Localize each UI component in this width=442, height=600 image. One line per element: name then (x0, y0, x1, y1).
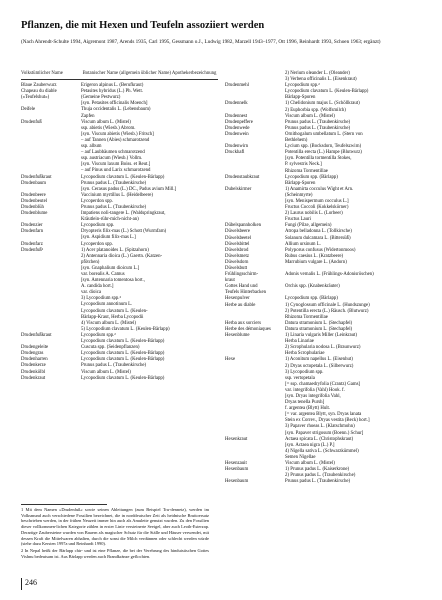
botanical-name-cell: Lycopodium spp.² (285, 83, 320, 89)
botanical-name-cell: [syn. Dryas integrifolia Vahl, (285, 393, 341, 399)
folk-name-cell: Herbe au diable (225, 302, 256, 308)
folk-name-cell: Düwelsbittel (225, 241, 250, 247)
folk-name-cell: Drudengeleite (21, 345, 49, 351)
table-row (225, 479, 422, 485)
botanical-name-cell: Bärlapp-Sporen (285, 95, 316, 101)
folk-name-cell: Düwelsbrod (225, 247, 249, 253)
botanical-name-cell: Prunus padus L. (Traubenkirsche) (81, 180, 147, 186)
botanical-name-cell: Prunus padus L. (Traubenkirsche) (81, 204, 147, 210)
folk-name-cell: Herbe des démoniaques (225, 326, 271, 332)
botanical-name-cell: 3) Verbena officinalis L. (Eisenkraut) (285, 77, 357, 83)
footnote-rule (21, 504, 107, 505)
botanical-name-cell: Lycoperdon spp. (81, 241, 113, 247)
botanical-name-cell: Ornithogalum umbellatum L. (Stern von (285, 131, 363, 137)
botanical-name-cell: Lycopodium clavatum L. (Keulen-Bärlapp) (81, 351, 165, 357)
folk-name-cell: Chapeau du diable (21, 89, 57, 95)
botanical-name-cell: 1) Cynoglossum officinale L. (Hundszunge) (285, 302, 370, 308)
folk-name-cell: Blaue Zauberwurz (21, 83, 57, 89)
botanical-name-cell: Prunus padus L. (Traubenkirsche) (285, 125, 351, 131)
botanical-name-cell: 2) Nerium oleander L. (Oleander) (285, 71, 350, 76)
botanical-name-cell: pfötchen) (81, 259, 100, 265)
botanical-name-cell: Lycopodium clavatum L. (Keulen-Bärlapp) (81, 339, 165, 345)
botanical-name-cell: [syn. Cerasus padus (L.) DC., Padus avium Mill.] (81, 186, 177, 192)
folk-name-cell: kraut (225, 278, 235, 284)
table-column-left (21, 71, 218, 382)
botanical-name-cell: Viscum album L. (Mistel) (285, 113, 335, 119)
folk-name-cell: Drudenpeffere (225, 119, 253, 125)
sources-note: (Nach Ahrendt-Schulte 1994, Aigremont 1987, Arends 1935, Carl 1995, Gessmann o.J., Ludwig 1982, Marzell 1943–1977, Ott 1996, Reinhardt 1993, Schoen 1963; ergänzt) (21, 39, 381, 45)
folk-name-cell: Drudenmehl (225, 83, 249, 89)
botanical-name-cell: var. integrifolia (Vahl) Hook. f. (285, 387, 345, 393)
botanical-name-cell: var. borealis A. Camus (81, 272, 125, 277)
folk-name-cell: Drudenfußkraut (21, 332, 52, 338)
botanical-name-cell: Lycopodium spp. (Bärlapp) (285, 174, 338, 180)
folk-name-cell: Drudennelk (225, 101, 248, 107)
folk-name-cell: Hexenpulver (225, 296, 250, 302)
folk-name-cell: Drudenwein (225, 131, 249, 137)
folk-name-cell: Drudenbeere (21, 192, 46, 198)
botanical-name-cell: 5) Lycopodium clavatum L. (Keulen-Bärlapp) (81, 326, 170, 332)
botanical-name-cell: 3) Lycopodium spp. (285, 369, 324, 375)
folk-name-cell: Drudenwirn (225, 144, 249, 150)
table-row (21, 376, 218, 382)
botanical-name-cell: (Gemeine Pestwurz) (81, 95, 121, 101)
folk-name-cell: Teufels Hinterbacken (225, 290, 267, 296)
botanical-name-cell: 1) Prunus padus L. (Kaiserkrone) (285, 467, 350, 473)
botanical-name-cell: Lycopodium clavatum L. (Keulen-Bärlapp) (81, 357, 165, 363)
botanical-name-cell: Lycium spp. (Bocksdorn, Teufelszwirn) (285, 144, 362, 150)
folk-name-cell: Dübelspannholken (225, 223, 261, 229)
botanical-name-cell: Vaccinium myrtillus L. (Heidelbeere) (81, 192, 153, 198)
botanical-name-cell: [syn. Menispermum cocculus L.] (285, 198, 349, 204)
botanical-name-cell: [= ssp. chamaedryfolia (Crantz) Gams] (285, 381, 361, 387)
header-botanical-name: Botanischer Name (allgemein üblicher Name) Apothekerbezeichnung (82, 71, 217, 76)
botanical-name-cell: [syn. Viscum abietis (Wiesb.) Fritsch] (81, 131, 154, 137)
botanical-name-cell: Bärlapp-Kraut, Herba Lycopodii (81, 314, 144, 320)
botanical-name-cell: 1) Linaria vulgaris Miller (Leinkraut) (285, 333, 357, 339)
botanical-name-cell: Lycopodium spp.² (81, 332, 116, 338)
botanical-name-cell: P. sylvestris Neck.] (285, 162, 322, 168)
botanical-name-cell: Atropa belladonna L. (Tollkirsche) (285, 229, 352, 235)
botanical-name-cell: Lycopodium spp. (Bärlapp) (285, 296, 338, 302)
folk-name-cell: Hexenblume (225, 333, 250, 339)
botanical-name-cell: Thuja occidentalis L. (Lebensbaum) (81, 107, 151, 113)
folk-name-cell: Düwelsdorn (225, 259, 249, 265)
folk-name-cell: Frühlingsschirm- (225, 272, 259, 278)
botanical-name-cell: Prunus padus L. (Traubenkirsche) (81, 363, 147, 369)
botanical-name-cell: – auf Tannen (Abies) schmarotzend (81, 137, 150, 143)
folk-name-cell: Drudenkerze (21, 363, 46, 369)
table-column-right (225, 71, 422, 485)
botanical-name-cell: Allium ursinum L. (285, 241, 321, 247)
botanical-name-cell: Rhizoma Tormentillae (285, 314, 328, 320)
botanical-name-cell: Viscum album L. (Mistel) (81, 369, 131, 375)
botanical-name-cell: 1) Anamirta cocculus Wight et Arn. (285, 186, 354, 192)
botanical-name-cell: Fructus Coccoli (Kokkelskörner) (285, 205, 349, 211)
botanical-name-cell: 2) Scrophularia nodosa L. (Braunwurz) (285, 345, 361, 351)
botanical-name-cell: Lycopodium clavatum L. (Keulen-Bärlapp) (81, 375, 165, 381)
footnotes (21, 507, 209, 560)
botanical-name-cell: [syn. Antennaria tomentosa hort., (81, 278, 145, 284)
botanical-name-cell: [syn. Aspidium filix-mas L.] (81, 235, 136, 241)
botanical-name-cell: f. argentea (Blytt) Hult. (285, 406, 331, 412)
table-body-left (21, 83, 218, 382)
botanical-name-cell: 4) Viscum album L. (Mistel) (81, 320, 136, 326)
botanical-name-cell: 1) Chelidonium majus L. (Schöllkraut) (285, 101, 360, 107)
folk-name-cell: Hexenzauit (225, 461, 247, 466)
botanical-name-cell: (Scheinmyrte) (285, 192, 313, 198)
folk-name-cell: Druckhafl (225, 150, 245, 156)
botanical-name-cell: Prunus padus L. (Traubenkirsche) (285, 479, 351, 485)
botanical-name-cell: Orchis spp. (Knabenkräuter) (285, 284, 340, 290)
page-number: 246 (25, 578, 37, 587)
botanical-name-cell: – auf Pinus und Larix schmarotzend (81, 168, 151, 174)
botanical-name-cell: Prunus padus L. (Traubenkirsche) (285, 119, 351, 125)
botanical-name-cell: [syn. Viscum laxum Boiss. et Reut.] (81, 162, 151, 168)
botanical-name-cell: Dryopteris filix-mas (L.) Schott (Wurmfarn) (81, 229, 167, 235)
botanical-name-cell: Erigeron alpinus L. (Berufkraut) (81, 83, 144, 89)
botanical-name-cell: Petasites hybridus (L.) Ph. Wett. (81, 89, 144, 95)
botanical-name-cell: Solanum dulcamara L. (Bittersüß) (285, 235, 351, 241)
botanical-name-cell: [syn. Gnaphalium dioicum L.] (81, 265, 140, 271)
botanical-name-cell: Bärlapp-Sporen (285, 180, 316, 186)
header-rule (21, 79, 218, 80)
header-folk-name: Volkstümlicher Name (21, 71, 63, 76)
botanical-name-cell: Semen Nigellae (285, 454, 316, 460)
folk-name-cell: Drudenfuß¹ (21, 247, 44, 253)
botanical-name-cell: Fungi (Pilze, allgemein) (285, 223, 332, 229)
botanical-name-cell: Rubus caesius L. (Kratzbeere) (285, 253, 344, 259)
folk-name-cell: Drudenfarz (21, 241, 43, 247)
folk-name-cell: Drudenbaum (21, 180, 47, 186)
botanical-name-cell: Actaea spicata L. (Christophskraut) (285, 436, 354, 442)
botanical-name-cell: Bethlehem) (285, 138, 308, 144)
botanical-name-cell: Adonis vernalis L. (Frühlings-Adonisröschen) (285, 272, 374, 278)
folk-name-cell: (»Teufelshut«) (21, 95, 50, 101)
table-body-right (225, 71, 422, 485)
folk-name-cell: Gottes Hand und (225, 284, 258, 290)
folk-name-cell: Deifele (21, 107, 36, 113)
botanical-name-cell: Polyporus confusus (Widertonmoos) (285, 247, 356, 253)
folk-name-cell: Drudenblume (21, 211, 48, 217)
folk-name-cell: Düwelsmetz (225, 253, 249, 259)
folk-name-cell: Düwelsbeetel (225, 235, 252, 241)
botanical-name-cell: 4) Nigella sativa L. (Schwarzkümmel) (285, 448, 359, 454)
folk-name-cell: Drudenfußkraut (21, 174, 52, 180)
page-title: Pflanzen, die mit Hexen und Teufeln assoziiert werden (21, 20, 265, 31)
footnote: 2 In Nepal heißt der Bärlapp chir- und ist eine Pflanze, die bei der Verehrung des hinduistischen Gottes Vishnu bedeutsam ist. Aus Bärlapp werden auch Brandkränze geflochten. (21, 548, 209, 559)
botanical-name-cell: 2) Euphorbia spp. (Wolfsmilch) (285, 107, 346, 113)
botanical-name-cell: [syn. Potentilla tormentilla Stokes, (285, 156, 352, 162)
folk-name-cell: Düwelsbutt (225, 266, 248, 271)
folk-name-cell: Hexenkraut (225, 436, 248, 442)
botanical-name-cell: [syn. Petasites officinalis Moench] (81, 101, 148, 107)
botanical-name-cell: ssp. austriacum (Wiesb.) Vollm. (81, 156, 143, 162)
botanical-name-cell: Dryas tenella Pursh] (285, 400, 325, 406)
folk-name-cell: Drudenfuß (21, 119, 42, 125)
folk-name-cell: Drudenharren (21, 357, 48, 363)
folk-name-cell: Düwelsbeere (225, 229, 251, 235)
botanical-name-cell: Stein ex Correv., Dryas vestita (Beck) hort.] (285, 418, 370, 424)
botanical-name-cell: Viscum album L. (Mistel) (285, 461, 335, 466)
botanical-name-cell: Fructus Lauri (285, 217, 311, 223)
botanical-name-cell: Lycopodium clavatum L. (Keulen-Bärlapp) (285, 89, 369, 95)
botanical-name-cell: A. candida hort.] (81, 284, 114, 290)
botanical-name-cell: Zapfen (81, 113, 95, 119)
botanical-name-cell: Lycopodium spp. (81, 223, 115, 229)
folk-name-cell: Drudenzier (21, 223, 43, 229)
botanical-name-cell: 2) Prunus padus L. (Traubenkirsche) (285, 473, 356, 479)
botanical-name-cell: 2) Laurus nobilis L. (Lorbeer) (285, 211, 343, 217)
botanical-name-cell: [syn. Papaver strigosum (Boenn.) Schur] (285, 430, 364, 436)
folk-name-cell: Drudenkraut (21, 375, 46, 381)
folk-name-cell: Herba aux sorciers (225, 320, 261, 326)
folk-name-cell: Drudenbeutel (21, 198, 48, 204)
botanical-name-cell: Viscum album L. (Mistel) (81, 119, 131, 125)
folk-name-cell: Drudennest (225, 113, 248, 119)
botanical-name-cell: var. dioica (81, 290, 101, 296)
botanical-name-cell: – auf Laubbäumen schmarotzend (81, 150, 145, 156)
botanical-name-cell: Lycopodium clavatum L. (Keulen- (81, 308, 148, 314)
botanical-name-cell: 1) Acer platanoides L. (Spitzahorn) (81, 247, 149, 253)
folk-name-cell: Hexenbaum (225, 467, 249, 473)
botanical-name-cell: 3) Papaver rhoeas L. (Klatschmohn) (285, 424, 355, 430)
folk-name-cell: Drudenwede (225, 125, 250, 131)
folk-name-cell: Drudenblüh (21, 204, 44, 210)
botanical-name-cell: Datura stramonium L. (Stechapfel) (285, 326, 353, 332)
folk-name-cell: Drudengras (21, 351, 44, 357)
botanical-name-cell: ssp. album (81, 144, 102, 150)
folk-name-cell: Drudenfarn (21, 229, 44, 235)
footnote: 1 Mit dem Namen »Drudenfuß« sowie seinen Ableitungen (zum Beispiel Tru-dennetz), werden im Volksmund auch verschiedene Fossilien bezeichnet, die in norddeutscher Zeit als heidnische Bruttoersatz beschrieben werden, in der frühen Neuzeit immer hin auch als Amulette genutzt wurden. Zu den Fossilien dieser vollkommen-lichen Kategorie zählen in erster Linie versteinerte Seeigel, aber auch Leoth-Esterzap. Derartige Zaubersteine wurden von Bauern als magischer Schutz für die Ställe und Häuser verwendet, mit dessen Kraft die Mittelwaren abhalten, durch die sonst die Milch verdünnen oder schlecht werden würde (siehe dazu Kersten 1997a und Reinhardt 1990). (21, 507, 209, 547)
botanical-name-cell: Lycopodium clavatum L. (Keulen-Bärlapp) (81, 174, 165, 180)
botanical-name-cell: [syn. Actaea nigra (L.) P.] (285, 442, 335, 448)
botanical-name-cell: ssp. abietis (Wiesb.) Abrom. (81, 125, 136, 131)
botanical-name-cell: Impatiens noli-tangere L. (Waldspringkraut, (81, 211, 166, 217)
botanical-name-cell: Lycoperdon spp. (81, 198, 113, 204)
botanical-name-cell: 2) Potentilla erecta (L.) Räusch. (Blutwurz) (285, 308, 369, 314)
botanical-name-cell: ssp. vertopetala (285, 375, 315, 381)
botanical-name-cell: 2) Antennaria dioica (L.) Gaertn. (Katzen- (81, 253, 163, 259)
folk-name-cell: Drudenstaubkraut (225, 174, 260, 180)
botanical-name-cell: Rhizoma Tormentillae (285, 168, 328, 174)
folk-name-cell: Hexe (225, 357, 236, 363)
botanical-name-cell: Marrubium vulgare L. (Andorn) (285, 259, 347, 265)
botanical-name-cell: Herba Scrophulariae (285, 351, 325, 357)
table-header (21, 71, 218, 77)
botanical-name-cell: Lycopodium annotinum L. (81, 302, 133, 308)
botanical-name-cell: 1) Aconitum napellus L. (Eisenhut) (285, 357, 353, 363)
botanical-name-cell: Potentilla erecta (L.) Hampe (Blutwurz) (285, 150, 362, 156)
botanical-name-cell: Kräutlein-rühr-mich-nicht-an) (81, 217, 139, 223)
folk-name-cell: Hexenbaum (225, 479, 249, 485)
botanical-name-cell: Cuscuta spp. (Seidenpflanzen) (81, 345, 140, 351)
botanical-name-cell: 3) Lycopodium spp.² (81, 296, 121, 302)
botanical-name-cell: Herba Linariae (285, 339, 314, 345)
botanical-name-cell: [= var. argentea Blytt, syn. Dryas lanata (285, 412, 362, 418)
folk-name-cell: Dubelskirmer (225, 186, 252, 192)
botanical-name-cell: 2) Dryas octopetala L. (Silberwurz) (285, 363, 354, 369)
botanical-name-cell: Datura stramonium L. (Stechapfel) (285, 320, 353, 326)
folk-name-cell: Drudenkölbl (21, 369, 46, 375)
